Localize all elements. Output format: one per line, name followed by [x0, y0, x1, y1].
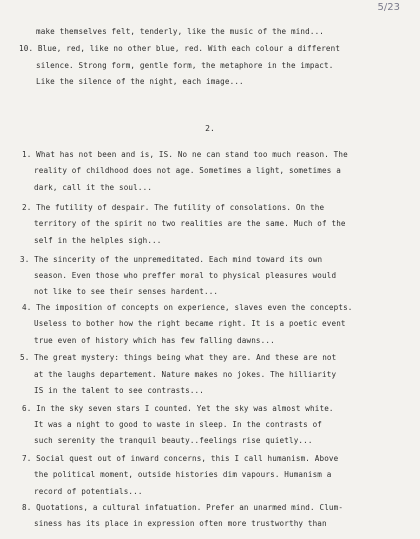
- text-line: such serenity the tranquil beauty..feelings rise quietly...: [34, 436, 313, 445]
- section-number: 2.: [205, 124, 215, 133]
- text-line: the political moment, outside histories dim vapours. Humanism a: [34, 470, 332, 479]
- text-line: Like the silence of the night, each image...: [36, 77, 244, 86]
- text-line: 2. The futility of despair. The futility of consolations. On the: [22, 203, 325, 212]
- text-line: not like to see their senses hardent...: [34, 287, 219, 296]
- text-line: season. Even those who preffer moral to physical pleasures would: [34, 271, 337, 280]
- text-line: reality of childhood does not age. Sometimes a light, sometimes a: [34, 166, 341, 175]
- text-line: It was a night to good to waste in sleep. In the contrasts of: [34, 420, 323, 429]
- text-line: siness has its place in expression often more trustworthy than: [34, 519, 327, 528]
- text-line: make themselves felt, tenderly, like the music of the mind...: [36, 27, 325, 36]
- text-line: 3. The sincerity of the unpremeditated. Each mind toward its own: [20, 255, 323, 264]
- text-line: record of potentials...: [34, 487, 143, 496]
- text-line: 1. What has not been and is, IS. No ne can stand too much reason. The: [22, 150, 348, 159]
- text-line: IS in the talent to see contrasts...: [34, 386, 204, 395]
- text-line: Useless to bother how the right became right. It is a poetic event: [34, 319, 346, 328]
- text-line: 4. The imposition of concepts on experience, slaves even the concepts.: [22, 303, 353, 312]
- text-line: dark, call it the soul...: [34, 183, 153, 192]
- text-line: self in the helples sigh...: [34, 236, 162, 245]
- text-line: 7. Social quest out of inward concerns, this I call humanism. Above: [22, 454, 339, 463]
- text-line: territory of the spirit no two realities are the same. Much of the: [34, 219, 346, 228]
- text-line: 10. Blue, red, like no other blue, red. With each colour a different: [19, 44, 341, 53]
- text-line: 6. In the sky seven stars I counted. Yet the sky was almost white.: [22, 404, 334, 413]
- page-number: 5/23: [377, 2, 400, 13]
- text-line: 5. The great mystery: things being what they are. And these are not: [20, 353, 337, 362]
- text-line: at the laughs departement. Nature makes no jokes. The hilliarity: [34, 370, 337, 379]
- text-line: silence. Strong form, gentle form, the metaphore in the impact.: [36, 61, 334, 70]
- text-line: true even of history which has few falling dawns...: [34, 336, 275, 345]
- text-line: 8. Quotations, a cultural infatuation. Prefer an unarmed mind. Clum-: [22, 503, 344, 512]
